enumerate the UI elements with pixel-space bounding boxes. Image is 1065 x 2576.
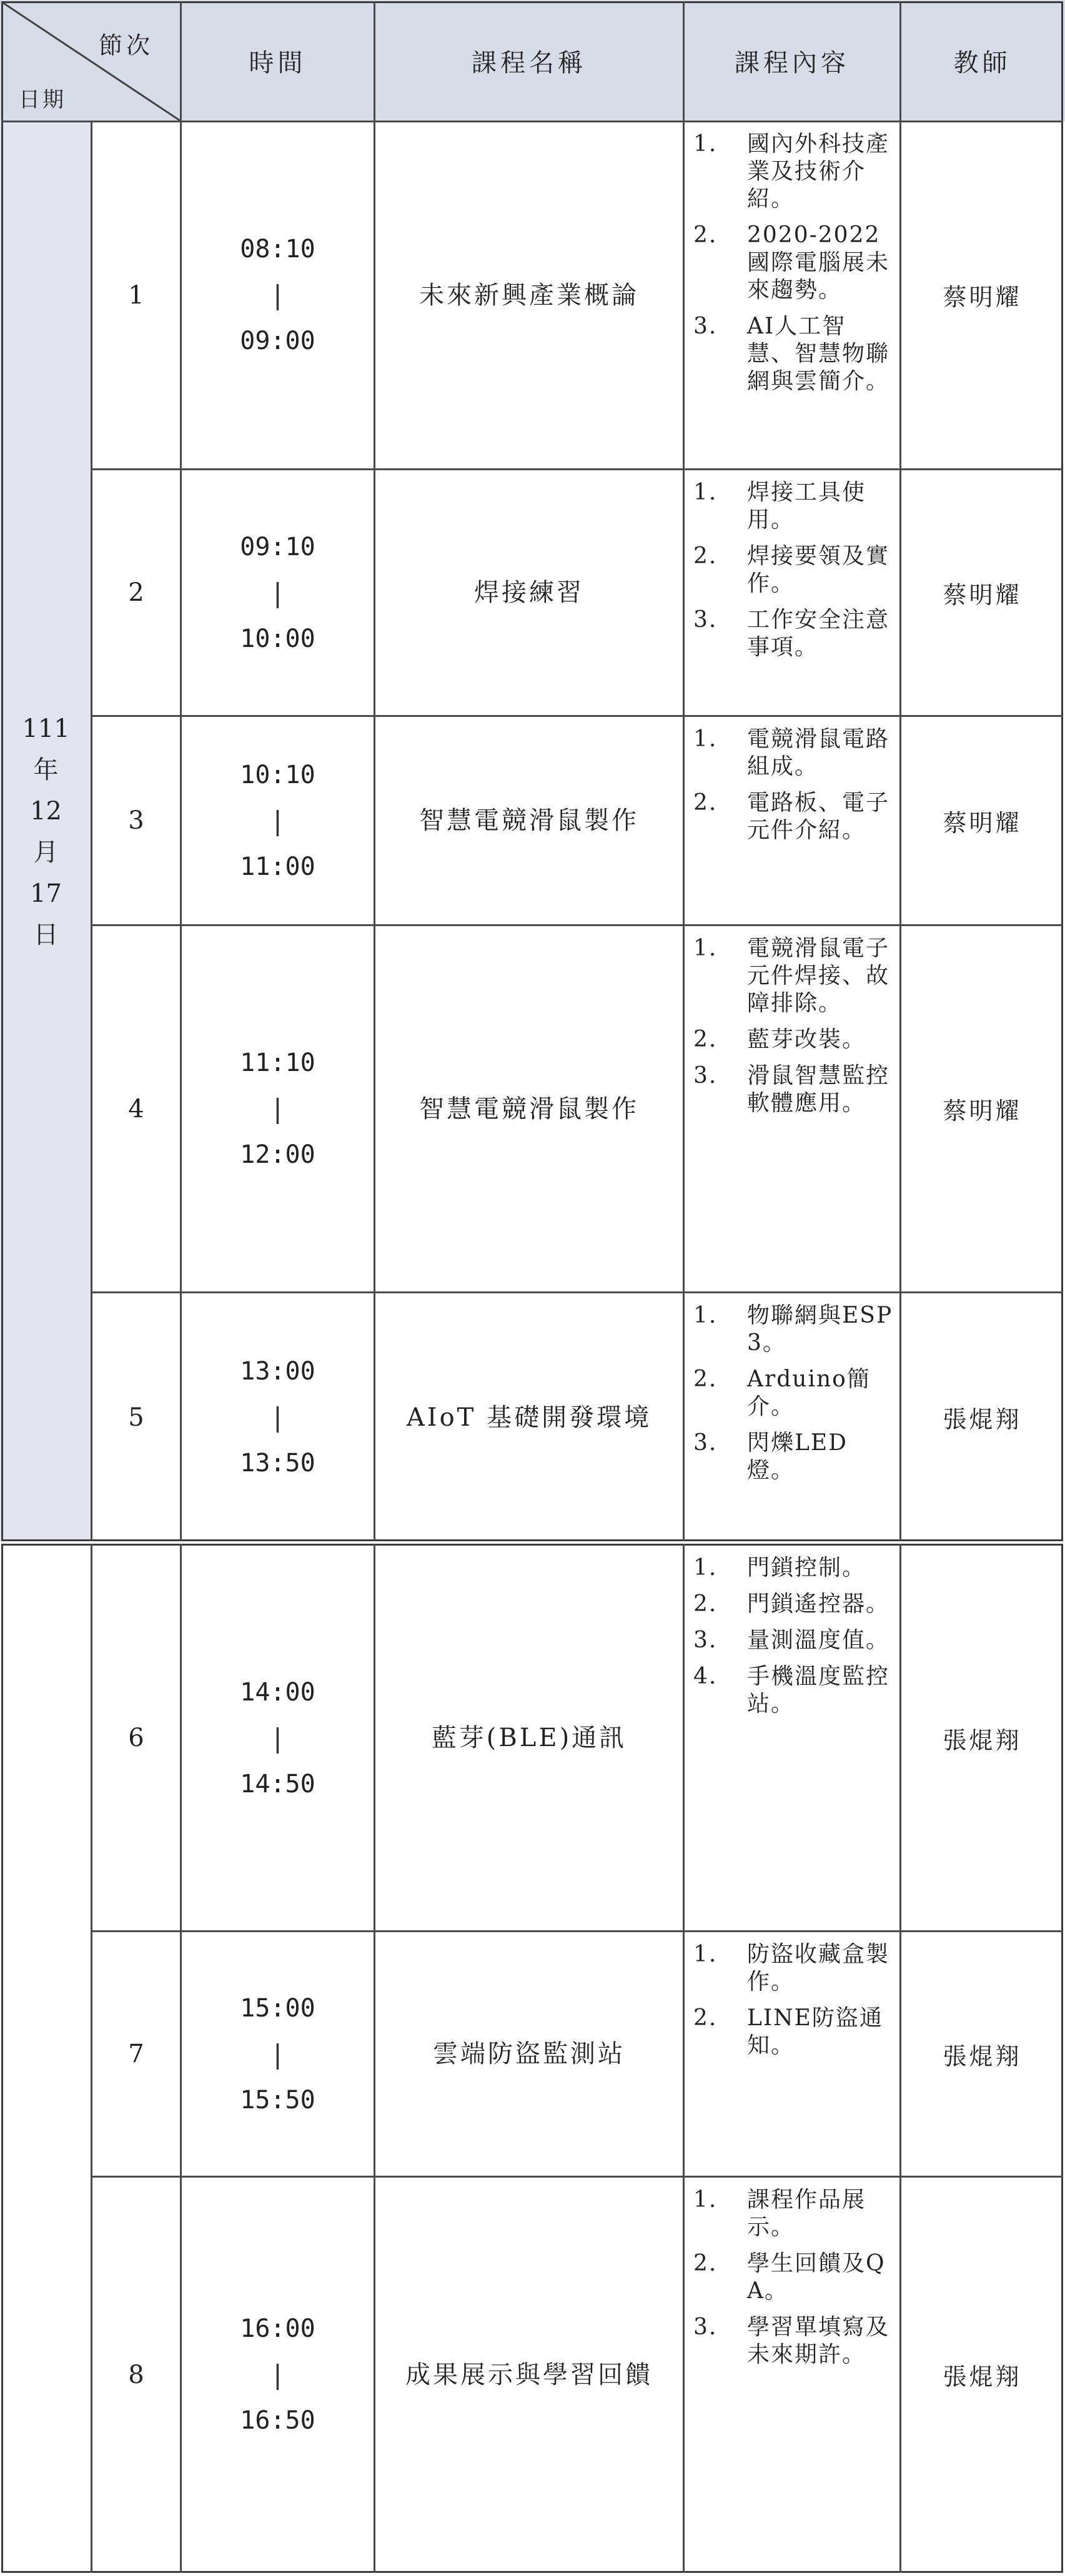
time-end: 10:00 (240, 624, 315, 653)
list-item (693, 935, 893, 1017)
list-item-number: 2. (693, 1027, 718, 1052)
time-start: 11:10 (240, 1049, 315, 1077)
list-item-number: 1. (693, 1303, 718, 1328)
time-start: 15:00 (240, 1993, 315, 2023)
time-start: 08:10 (240, 235, 315, 264)
course-content (693, 131, 893, 404)
teacher-name: 張焜翔 (943, 2042, 1022, 2070)
period-number: 2 (128, 578, 144, 607)
course-name: AIoT 基礎開發環境 (406, 1403, 652, 1432)
list-item-text: 焊接工具使用。 (747, 480, 866, 533)
course-name: 雲端防盜監測站 (433, 2040, 625, 2068)
time-start: 16:00 (240, 2314, 315, 2343)
list-item-text: 滑鼠智慧監控軟體應用。 (747, 1063, 890, 1116)
list-item-text: LINE防盜通知。 (747, 2005, 883, 2058)
course-content (693, 726, 893, 853)
list-item-text: 閃爍LED燈。 (747, 1430, 848, 1483)
list-item-text: 門鎖控制。 (747, 1555, 866, 1581)
time-start: 14:00 (240, 1677, 315, 1707)
time-range (182, 717, 374, 924)
period-number: 1 (128, 280, 144, 310)
list-item-number: 3. (693, 1430, 718, 1456)
teacher-name: 張焜翔 (943, 1726, 1022, 1754)
content-list (693, 479, 893, 661)
date-day-unit: 日 (33, 920, 59, 949)
time-range (182, 122, 374, 468)
period-number: 5 (128, 1403, 144, 1432)
content-list (693, 726, 893, 844)
list-item-text: AI人工智慧、智慧物聯網與雲簡介。 (747, 313, 890, 394)
teacher-name: 張焜翔 (943, 1406, 1022, 1433)
content-list (693, 1302, 893, 1484)
time-separator: | (273, 1402, 282, 1433)
time-range (182, 2178, 374, 2572)
list-item (693, 1026, 893, 1054)
list-item-number: 2. (693, 790, 718, 816)
list-item-number: 1. (693, 1942, 718, 1967)
course-name: 智慧電競滑鼠製作 (419, 1094, 639, 1123)
period-number: 3 (128, 806, 144, 835)
list-item (693, 2250, 893, 2305)
list-item (693, 2186, 893, 2241)
header-date: 日期 (19, 87, 66, 112)
list-item-number: 1. (693, 1555, 718, 1581)
content-list (693, 935, 893, 1117)
period-number: 8 (128, 2360, 144, 2389)
course-name: 成果展示與學習回饋 (405, 2360, 653, 2389)
content-list (693, 131, 893, 395)
list-item-number: 2. (693, 2251, 718, 2276)
time-end: 13:50 (240, 1449, 315, 1478)
list-item-text: 藍芽改裝。 (747, 1027, 866, 1052)
list-item (693, 1627, 893, 1654)
time-separator: | (273, 2038, 282, 2070)
table-row (0, 717, 1065, 924)
list-item (693, 1062, 893, 1117)
date-month-unit: 月 (33, 837, 59, 867)
course-content (693, 1302, 893, 1493)
course-name: 智慧電競滑鼠製作 (419, 806, 639, 835)
list-item-text: 防盜收藏盒製作。 (747, 1942, 890, 1995)
time-separator: | (273, 577, 282, 608)
list-item (693, 1366, 893, 1421)
list-item-number: 1. (693, 480, 718, 505)
table-row (0, 926, 1065, 1291)
date-month: 12 (30, 796, 62, 826)
content-list (693, 2186, 893, 2369)
list-item-number: 3. (693, 607, 718, 633)
list-item-number: 3. (693, 2314, 718, 2340)
course-content (693, 1941, 893, 2068)
list-item (693, 1554, 893, 1582)
time-end: 11:00 (240, 852, 315, 881)
list-item-number: 2. (693, 1366, 718, 1392)
list-item (693, 606, 893, 661)
content-list (693, 1941, 893, 2060)
list-item (693, 2005, 893, 2060)
table-row (0, 1932, 1065, 2176)
header-course-name: 課程名稱 (472, 49, 587, 77)
list-item-number: 4. (693, 1664, 718, 1689)
list-item-number: 2. (693, 1591, 718, 1617)
list-item (693, 131, 893, 213)
list-item (693, 2314, 893, 2369)
list-item-text: 學生回饋及QA。 (747, 2251, 886, 2304)
date-year-unit: 年 (33, 755, 59, 784)
header-time: 時間 (249, 49, 307, 77)
teacher-name: 蔡明耀 (943, 809, 1022, 837)
time-separator: | (273, 280, 282, 310)
list-item-number: 1. (693, 935, 718, 961)
date-year: 111 (22, 714, 70, 743)
time-start: 09:10 (240, 532, 315, 561)
list-item (693, 1302, 893, 1357)
list-item (693, 543, 893, 598)
list-item-number: 1. (693, 131, 718, 157)
list-item-text: 量測溫度值。 (747, 1627, 890, 1653)
list-item (693, 789, 893, 844)
list-item-text: 工作安全注意事項。 (747, 607, 890, 660)
list-item (693, 313, 893, 395)
time-end: 15:50 (240, 2085, 315, 2115)
list-item-number: 3. (693, 313, 718, 339)
table-row (0, 122, 1065, 468)
date-day: 17 (30, 879, 62, 908)
period-number: 4 (128, 1094, 144, 1123)
list-item-text: 電競滑鼠電子元件焊接、故障排除。 (747, 935, 890, 1016)
course-name: 藍芽(BLE)通訊 (431, 1724, 627, 1752)
list-item (693, 1429, 893, 1484)
list-item (693, 1663, 893, 1718)
time-end: 09:00 (240, 327, 315, 355)
time-separator: | (273, 805, 282, 836)
teacher-name: 蔡明耀 (943, 284, 1022, 311)
header-course-content: 課程內容 (735, 49, 850, 77)
list-item (693, 1591, 893, 1618)
list-item (693, 222, 893, 304)
list-item-text: 課程作品展示。 (747, 2187, 866, 2240)
period-number: 6 (128, 1724, 144, 1752)
list-item-text: 門鎖遙控器。 (747, 1591, 890, 1617)
time-start: 10:10 (240, 760, 315, 789)
list-item (693, 1941, 893, 1996)
list-item (693, 726, 893, 781)
time-end: 12:00 (240, 1140, 315, 1169)
time-range (182, 1546, 374, 1930)
list-item-text: 電路板、電子元件介紹。 (747, 790, 890, 843)
list-item-text: 2020-2022國際電腦展未來趨勢。 (747, 222, 890, 303)
list-item (693, 479, 893, 534)
list-item-number: 3. (693, 1063, 718, 1088)
course-content (693, 1554, 893, 1727)
list-item-text: 焊接要領及實作。 (747, 543, 890, 596)
list-item-number: 3. (693, 1627, 718, 1653)
time-range (182, 926, 374, 1291)
teacher-name: 蔡明耀 (943, 581, 1022, 609)
course-name: 焊接練習 (474, 578, 584, 607)
time-range (182, 1932, 374, 2176)
header-period: 節次 (99, 32, 154, 59)
content-list (693, 1554, 893, 1718)
time-range (182, 470, 374, 715)
time-start: 13:00 (240, 1357, 315, 1386)
course-content (693, 935, 893, 1126)
list-item-text: 國內外科技產業及技術介紹。 (747, 131, 890, 212)
list-item-text: 學習單填寫及未來期許。 (747, 2314, 890, 2367)
list-item-number: 1. (693, 2187, 718, 2213)
list-item-number: 1. (693, 726, 718, 752)
list-item-text: 物聯網與ESP3。 (747, 1303, 893, 1356)
course-content (693, 2186, 893, 2377)
list-item-number: 2. (693, 2005, 718, 2031)
time-end: 16:50 (240, 2406, 315, 2435)
header-teacher: 教師 (953, 49, 1011, 77)
time-end: 14:50 (240, 1769, 315, 1799)
course-content (693, 479, 893, 670)
time-range (182, 1293, 374, 1541)
list-item-text: 手機溫度監控站。 (747, 1664, 890, 1717)
list-item-text: Arduino簡介。 (747, 1366, 871, 1419)
course-name: 未來新興產業概論 (419, 280, 639, 310)
table-row (0, 470, 1065, 715)
period-number: 7 (128, 2040, 144, 2068)
table-row (0, 2178, 1065, 2572)
list-item-text: 電競滑鼠電路組成。 (747, 726, 890, 779)
time-separator: | (273, 1722, 282, 1754)
list-item-number: 2. (693, 543, 718, 569)
time-separator: | (273, 2359, 282, 2390)
table-row (0, 1546, 1065, 1930)
time-separator: | (273, 1093, 282, 1124)
list-item-number: 2. (693, 222, 718, 248)
table-row (0, 1293, 1065, 1541)
teacher-name: 蔡明耀 (943, 1097, 1022, 1125)
teacher-name: 張焜翔 (943, 2363, 1022, 2391)
